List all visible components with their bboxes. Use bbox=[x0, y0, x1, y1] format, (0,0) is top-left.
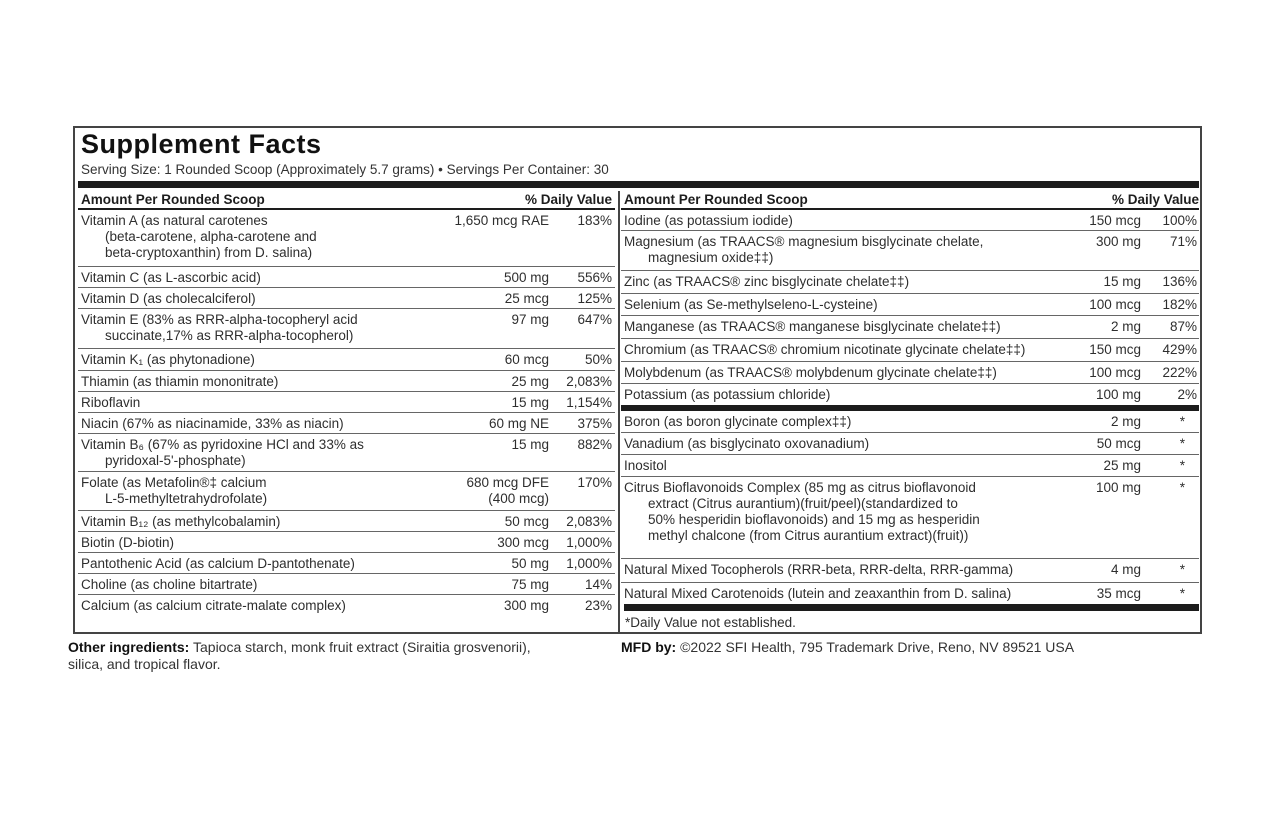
nutrient-row bbox=[78, 371, 615, 392]
daily-value: 222% bbox=[1162, 365, 1197, 380]
nutrient-name-text: Vitamin A (as natural carotenes bbox=[81, 213, 268, 228]
nutrient-name bbox=[624, 436, 1074, 452]
nutrient-row bbox=[78, 472, 615, 511]
daily-value: * bbox=[1179, 458, 1185, 473]
nutrient-name-continuation: (beta-carotene, alpha-carotene and beta-cryptoxanthin) from D. salina) bbox=[105, 229, 317, 260]
nutrient-row bbox=[78, 532, 615, 553]
nutrient-row bbox=[78, 553, 615, 574]
header-thick-bar bbox=[78, 181, 1199, 188]
nutrient-row bbox=[78, 392, 615, 413]
daily-value: 2,083% bbox=[566, 514, 612, 529]
left-column-header bbox=[78, 191, 615, 210]
nutrient-name-text: Chromium (as TRAACS® chromium nicotinate glycinate chelate‡‡) bbox=[624, 342, 1026, 357]
daily-value: * bbox=[1179, 436, 1185, 451]
daily-value: * bbox=[1179, 480, 1185, 495]
nutrient-row bbox=[78, 574, 615, 595]
daily-value: 429% bbox=[1162, 342, 1197, 357]
nutrient-name bbox=[81, 556, 431, 572]
supplement-facts-panel bbox=[73, 126, 1202, 634]
nutrient-row bbox=[621, 455, 1199, 477]
nutrient-name-continuation: L-5-methyltetrahydrofolate) bbox=[105, 491, 268, 506]
nutrient-amount: 15 mg bbox=[511, 437, 549, 452]
nutrient-amount: 60 mg NE bbox=[488, 416, 549, 431]
nutrient-name-continuation: succinate,17% as RRR-alpha-tocopherol) bbox=[105, 328, 354, 343]
nutrient-name-text: Pantothenic Acid (as calcium D-pantothenate) bbox=[81, 556, 355, 571]
nutrient-name-text: Molybdenum (as TRAACS® molybdenum glycinate chelate‡‡) bbox=[624, 365, 997, 380]
mfd-label: MFD by: bbox=[621, 639, 677, 655]
nutrient-row bbox=[78, 288, 615, 309]
nutrient-name bbox=[81, 475, 431, 507]
nutrient-amount: 25 mg bbox=[511, 374, 549, 389]
mfd-text: ©2022 SFI Health, 795 Trademark Drive, Reno, NV 89521 USA bbox=[680, 639, 1075, 655]
nutrient-name bbox=[624, 586, 1074, 602]
nutrient-name bbox=[81, 270, 431, 286]
nutrient-amount: 500 mg bbox=[503, 270, 549, 285]
right-amount-header: Amount Per Rounded Scoop bbox=[624, 192, 808, 207]
nutrient-name bbox=[81, 514, 431, 530]
nutrient-row bbox=[621, 583, 1199, 606]
nutrient-row bbox=[621, 384, 1199, 405]
nutrient-name bbox=[81, 577, 431, 593]
nutrient-name bbox=[81, 416, 431, 432]
nutrient-name-text: Vitamin B₁₂ (as methylcobalamin) bbox=[81, 514, 281, 529]
daily-value: 1,000% bbox=[566, 535, 612, 550]
nutrient-amount: 150 mcg bbox=[1089, 342, 1141, 357]
nutrient-name-text: Riboflavin bbox=[81, 395, 141, 410]
nutrient-amount: 100 mg bbox=[1095, 387, 1141, 402]
daily-value: 375% bbox=[577, 416, 612, 431]
nutrient-name-text: Choline (as choline bitartrate) bbox=[81, 577, 258, 592]
nutrient-row bbox=[621, 210, 1199, 231]
left-column bbox=[78, 191, 615, 617]
nutrient-name-text: Niacin (67% as niacinamide, 33% as niacin) bbox=[81, 416, 344, 431]
daily-value: 183% bbox=[577, 213, 612, 228]
nutrient-name bbox=[624, 274, 1074, 290]
nutrient-name-text: Iodine (as potassium iodide) bbox=[624, 213, 793, 228]
nutrient-name-continuation: magnesium oxide‡‡) bbox=[648, 250, 774, 265]
nutrient-row bbox=[78, 210, 615, 267]
nutrient-name-continuation: pyridoxal-5'-phosphate) bbox=[105, 453, 246, 468]
nutrient-name-text: Selenium (as Se-methylseleno-L-cysteine) bbox=[624, 297, 878, 312]
nutrient-row bbox=[78, 434, 615, 472]
nutrient-amount: 680 mcg DFE (400 mcg) bbox=[466, 475, 549, 506]
daily-value: 136% bbox=[1162, 274, 1197, 289]
nutrient-amount: 100 mcg bbox=[1089, 365, 1141, 380]
nutrient-amount: 15 mg bbox=[511, 395, 549, 410]
nutrient-amount: 25 mg bbox=[1103, 458, 1141, 473]
nutrient-amount: 97 mg bbox=[511, 312, 549, 327]
right-column bbox=[621, 191, 1199, 606]
nutrient-amount: 35 mcg bbox=[1096, 586, 1141, 601]
nutrient-name-text: Natural Mixed Carotenoids (lutein and zeaxanthin from D. salina) bbox=[624, 586, 1012, 601]
nutrient-name bbox=[624, 562, 1074, 578]
nutrient-row bbox=[78, 595, 615, 617]
nutrient-name-text: Potassium (as potassium chloride) bbox=[624, 387, 831, 402]
nutrient-name-continuation: extract (Citrus aurantium)(fruit/peel)(standardized to 50% hesperidin bioflavonoids) and 15 mg as hesperidin methyl chalcone (from Citrus aurantium extract)(fruit)) bbox=[648, 496, 980, 543]
nutrient-amount: 1,650 mcg RAE bbox=[454, 213, 549, 228]
column-divider bbox=[618, 191, 620, 634]
nutrient-amount: 100 mg bbox=[1095, 480, 1141, 495]
nutrient-name-text: Biotin (D-biotin) bbox=[81, 535, 175, 550]
daily-value-footnote: *Daily Value not established. bbox=[625, 615, 796, 630]
nutrient-name-text: Zinc (as TRAACS® zinc bisglycinate chelate‡‡) bbox=[624, 274, 910, 289]
nutrient-row bbox=[621, 316, 1199, 339]
nutrient-row bbox=[621, 433, 1199, 455]
daily-value: 100% bbox=[1162, 213, 1197, 228]
nutrient-name-text: Vanadium (as bisglycinato oxovanadium) bbox=[624, 436, 870, 451]
nutrient-amount: 75 mg bbox=[511, 577, 549, 592]
nutrient-name bbox=[624, 213, 1074, 229]
nutrient-row bbox=[78, 349, 615, 371]
nutrient-amount: 300 mg bbox=[1095, 234, 1141, 249]
daily-value: 71% bbox=[1169, 234, 1197, 249]
nutrient-name bbox=[81, 374, 431, 390]
nutrient-amount: 2 mg bbox=[1110, 319, 1141, 334]
nutrient-name-text: Inositol bbox=[624, 458, 667, 473]
nutrient-name bbox=[624, 319, 1074, 335]
nutrient-name bbox=[624, 387, 1074, 403]
footer-thick-bar bbox=[624, 604, 1199, 611]
nutrient-name bbox=[81, 598, 431, 614]
daily-value: * bbox=[1179, 414, 1185, 429]
nutrient-name-text: Calcium (as calcium citrate-malate complex) bbox=[81, 598, 346, 613]
nutrient-name bbox=[624, 365, 1074, 381]
nutrient-name-text: Vitamin E (83% as RRR-alpha-tocopheryl acid bbox=[81, 312, 358, 327]
nutrient-amount: 2 mg bbox=[1110, 414, 1141, 429]
panel-title: Supplement Facts bbox=[81, 129, 322, 159]
nutrient-name-text: Magnesium (as TRAACS® magnesium bisglycinate chelate, bbox=[624, 234, 984, 249]
nutrient-name bbox=[624, 297, 1074, 313]
nutrient-amount: 60 mcg bbox=[504, 352, 549, 367]
nutrient-name bbox=[624, 342, 1074, 358]
manufacturer-info bbox=[621, 639, 1201, 656]
daily-value: * bbox=[1179, 586, 1185, 601]
nutrient-amount: 15 mg bbox=[1103, 274, 1141, 289]
nutrient-row bbox=[621, 294, 1199, 316]
nutrient-name-text: Vitamin C (as L-ascorbic acid) bbox=[81, 270, 261, 285]
right-dv-header: % Daily Value bbox=[1111, 192, 1199, 207]
nutrient-name bbox=[624, 458, 1074, 474]
nutrient-row bbox=[78, 413, 615, 434]
nutrient-name bbox=[81, 352, 431, 368]
daily-value: 1,000% bbox=[566, 556, 612, 571]
nutrient-row bbox=[621, 411, 1199, 433]
nutrient-name-text: Manganese (as TRAACS® manganese bisglycinate chelate‡‡) bbox=[624, 319, 1001, 334]
daily-value: 50% bbox=[584, 352, 612, 367]
nutrient-amount: 300 mg bbox=[503, 598, 549, 613]
other-ingredients-text: Tapioca starch, monk fruit extract (Siraitia grosvenorii), silica, and tropical flavor. bbox=[68, 639, 531, 672]
daily-value: 14% bbox=[584, 577, 612, 592]
daily-value: 556% bbox=[577, 270, 612, 285]
nutrient-name bbox=[624, 234, 1074, 266]
daily-value: 87% bbox=[1169, 319, 1197, 334]
nutrient-amount: 50 mcg bbox=[1096, 436, 1141, 451]
other-ingredients bbox=[68, 639, 568, 673]
daily-value: 23% bbox=[584, 598, 612, 613]
daily-value: 125% bbox=[577, 291, 612, 306]
nutrient-name-text: Vitamin K₁ (as phytonadione) bbox=[81, 352, 255, 367]
right-column-header bbox=[621, 191, 1199, 210]
daily-value: * bbox=[1179, 562, 1185, 577]
daily-value: 2% bbox=[1177, 387, 1197, 402]
nutrient-name bbox=[81, 395, 431, 411]
nutrient-name bbox=[81, 535, 431, 551]
nutrient-amount: 150 mcg bbox=[1089, 213, 1141, 228]
nutrient-name bbox=[81, 213, 431, 261]
nutrient-row bbox=[621, 477, 1199, 559]
nutrient-name bbox=[81, 312, 431, 344]
nutrient-name-text: Folate (as Metafolin®‡ calcium bbox=[81, 475, 267, 490]
daily-value: 170% bbox=[577, 475, 612, 490]
nutrient-row bbox=[621, 339, 1199, 362]
nutrient-row bbox=[78, 267, 615, 288]
nutrient-amount: 100 mcg bbox=[1089, 297, 1141, 312]
left-dv-header: % Daily Value bbox=[524, 192, 612, 207]
daily-value: 2,083% bbox=[566, 374, 612, 389]
daily-value: 182% bbox=[1162, 297, 1197, 312]
nutrient-name-text: Natural Mixed Tocopherols (RRR-beta, RRR-delta, RRR-gamma) bbox=[624, 562, 1014, 577]
left-amount-header: Amount Per Rounded Scoop bbox=[81, 192, 265, 207]
nutrient-name-text: Boron (as boron glycinate complex‡‡) bbox=[624, 414, 852, 429]
nutrient-amount: 4 mg bbox=[1110, 562, 1141, 577]
nutrient-name bbox=[624, 480, 1074, 544]
nutrient-amount: 300 mcg bbox=[497, 535, 549, 550]
nutrient-row bbox=[621, 559, 1199, 583]
nutrient-name bbox=[624, 414, 1074, 430]
nutrient-row bbox=[78, 309, 615, 349]
nutrient-name-text: Citrus Bioflavonoids Complex (85 mg as citrus bioflavonoid bbox=[624, 480, 976, 495]
nutrient-row bbox=[621, 271, 1199, 294]
nutrient-name-text: Vitamin B₆ (67% as pyridoxine HCl and 33% as bbox=[81, 437, 364, 452]
nutrient-row bbox=[621, 231, 1199, 271]
nutrient-row bbox=[78, 511, 615, 532]
nutrient-row bbox=[621, 362, 1199, 384]
nutrient-name-text: Vitamin D (as cholecalciferol) bbox=[81, 291, 256, 306]
nutrient-name-text: Thiamin (as thiamin mononitrate) bbox=[81, 374, 279, 389]
nutrient-amount: 25 mcg bbox=[504, 291, 549, 306]
nutrient-name bbox=[81, 437, 431, 469]
daily-value: 647% bbox=[577, 312, 612, 327]
daily-value: 1,154% bbox=[566, 395, 612, 410]
daily-value: 882% bbox=[577, 437, 612, 452]
nutrient-amount: 50 mcg bbox=[504, 514, 549, 529]
nutrient-name bbox=[81, 291, 431, 307]
nutrient-amount: 50 mg bbox=[511, 556, 549, 571]
serving-info: Serving Size: 1 Rounded Scoop (Approximately 5.7 grams) • Servings Per Container: 30 bbox=[81, 162, 609, 177]
other-ingredients-label: Other ingredients: bbox=[68, 639, 190, 655]
